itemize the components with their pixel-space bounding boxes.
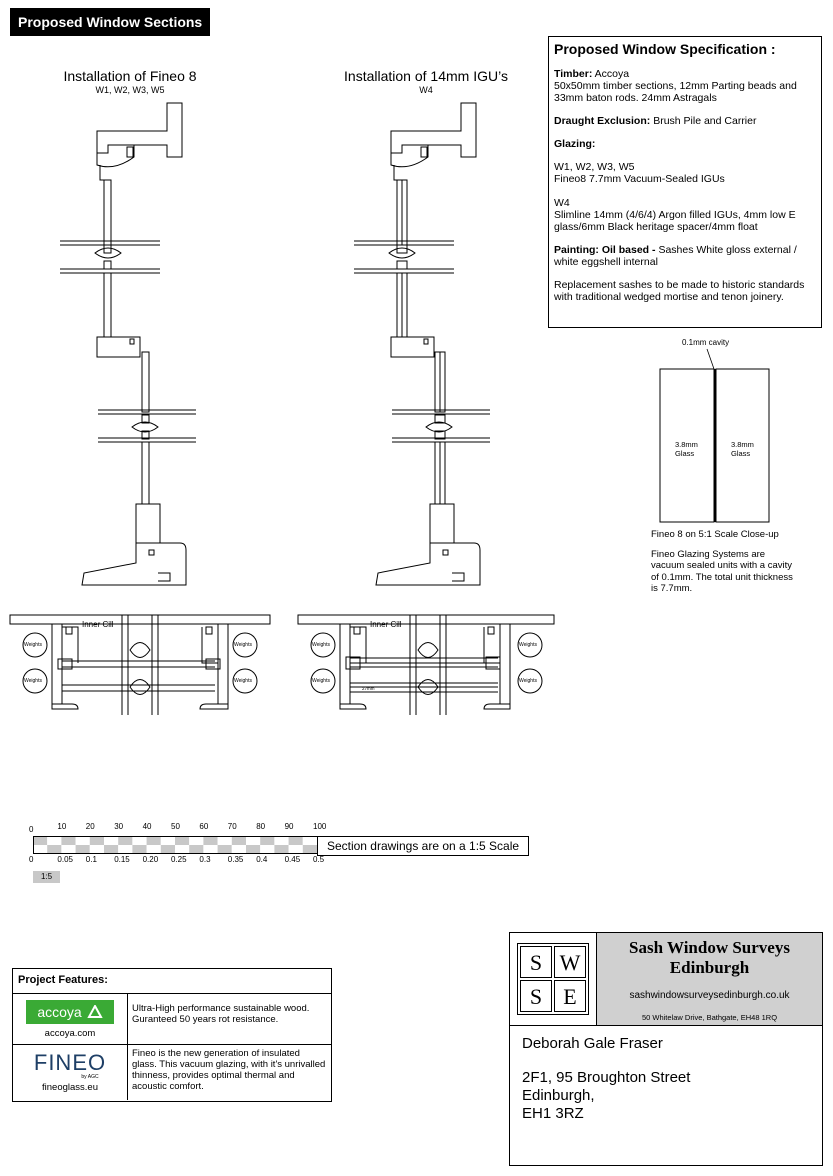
recycle-icon xyxy=(87,1005,103,1019)
fineo-description: Fineo is the new generation of insulated glass. This vacuum glazing, with it's unrivalled thinness, provides optimal thermal and acoustic comfort. xyxy=(132,1048,326,1092)
weights-label: Weights xyxy=(312,642,330,648)
scale-bottom-tick: 0.4 xyxy=(256,855,268,864)
scale-segment xyxy=(90,836,104,845)
closeup-caption: Fineo 8 on 5:1 Scale Close-up xyxy=(651,529,779,540)
fineo-section xyxy=(60,103,196,585)
scale-segment xyxy=(147,836,161,845)
scale-segment xyxy=(61,836,75,845)
scale-top-tick: 80 xyxy=(256,822,266,831)
scale-segment xyxy=(203,845,217,854)
accoya-logo-cell xyxy=(13,994,128,1044)
scale-segment xyxy=(61,845,75,854)
scale-segment xyxy=(132,845,146,854)
vertical-section-drawings xyxy=(0,95,540,595)
weights-label: Weights xyxy=(519,642,537,648)
cavity-label: 0.1mm cavity xyxy=(682,338,730,347)
scale-bar xyxy=(33,836,325,854)
scale-segment xyxy=(303,845,317,854)
right-drawing-title-block xyxy=(326,68,526,95)
scale-segment xyxy=(218,845,232,854)
scale-bottom-ticks xyxy=(28,855,328,867)
spec-painting: Painting: Oil based - Sashes White gloss external / white eggshell internal xyxy=(554,243,797,268)
swse-logo xyxy=(517,943,589,1015)
scale-segment xyxy=(218,836,232,845)
scale-bottom-tick: 0 xyxy=(29,855,34,864)
scale-segment xyxy=(90,845,104,854)
scale-segment xyxy=(47,836,61,845)
scale-segment xyxy=(118,836,132,845)
scale-segment xyxy=(104,836,118,845)
weights-label: Weights xyxy=(234,642,252,648)
scale-segment xyxy=(203,836,217,845)
client-address-line3: EH1 3RZ xyxy=(522,1105,584,1122)
scale-segment xyxy=(274,836,288,845)
scale-bottom-tick: 0.20 xyxy=(142,855,159,864)
project-features-table xyxy=(12,968,332,1102)
logo-letter: W xyxy=(554,946,586,978)
page-title: Proposed Window Sections xyxy=(10,8,210,36)
closeup-description: Fineo Glazing Systems are vacuum sealed units with a cavity of 0.1mm. The total unit thickness is 7.7mm. xyxy=(651,549,793,595)
right-drawing-subtitle: W4 xyxy=(419,85,433,95)
scale-bottom-tick: 0.15 xyxy=(114,855,130,864)
scale-segment xyxy=(132,836,146,845)
left-drawing-title: Installation of Fineo 8 xyxy=(63,68,197,84)
scale-segment xyxy=(33,845,47,854)
glass-right-label: 3.8mm Glass xyxy=(731,440,754,458)
scale-bottom-tick: 0.25 xyxy=(171,855,187,864)
accoya-site: accoya.com xyxy=(44,1027,96,1039)
company-address: 50 Whitelaw Drive, Bathgate, EH48 1RQ xyxy=(641,1013,778,1022)
glass-closeup-diagram xyxy=(655,345,775,525)
specification-box xyxy=(548,36,822,328)
accoya-logo: accoya xyxy=(26,1000,114,1024)
fineo-logo: FINEO xyxy=(33,1050,107,1075)
spec-replacement: Replacement sashes to be made to historic standards with traditional wedged mortise and tenon joinery. xyxy=(554,278,805,303)
scale-bottom-tick: 0.05 xyxy=(57,855,73,864)
scale-top-tick: 70 xyxy=(227,822,237,831)
spec-draught: Draught Exclusion: Brush Pile and Carrier xyxy=(554,115,757,128)
client-block xyxy=(510,1026,822,1132)
scale-segment xyxy=(33,836,47,845)
specification-heading: Proposed Window Specification : xyxy=(554,41,776,57)
scale-segment xyxy=(189,836,203,845)
scale-note: Section drawings are on a 1:5 Scale xyxy=(317,836,529,856)
client-address-line1: 2F1, 95 Broughton Street xyxy=(522,1069,691,1086)
scale-top-ticks xyxy=(28,822,328,836)
spec-timber: Timber: Accoya 50x50mm timber sections, 12mm Parting beads and 33mm baton rods. 24mm Astragals xyxy=(554,68,797,105)
scale-segment xyxy=(303,836,317,845)
scale-segment xyxy=(47,845,61,854)
scale-segment xyxy=(118,845,132,854)
scale-segment xyxy=(289,836,303,845)
left-drawing-subtitle: W1, W2, W3, W5 xyxy=(95,85,165,95)
feature-row-fineo xyxy=(13,1045,331,1100)
weights-label: Weights xyxy=(312,678,330,684)
fineo-logo-sub: by AGC xyxy=(81,1074,99,1080)
accoya-description: Ultra-High performance sustainable wood. Guranteed 50 years rot resistance. xyxy=(132,1003,310,1025)
scale-segment xyxy=(104,845,118,854)
weights-label: Weights xyxy=(234,678,252,684)
spec-glazing-label: Glazing: xyxy=(554,138,596,151)
dimension-label: 27mm xyxy=(362,686,375,691)
scale-segment xyxy=(175,836,189,845)
company-panel xyxy=(597,933,822,1025)
scale-segment xyxy=(232,836,246,845)
weights-label: Weights xyxy=(24,678,42,684)
scale-segment xyxy=(189,845,203,854)
scale-segment xyxy=(161,845,175,854)
scale-bottom-tick: 0.45 xyxy=(284,855,301,864)
scale-top-tick: 100 xyxy=(313,822,327,831)
logo-letter: S xyxy=(520,980,552,1012)
scale-segment xyxy=(175,845,189,854)
weights-label: Weights xyxy=(24,642,42,648)
features-heading: Project Features: xyxy=(13,969,331,994)
client-name: Deborah Gale Fraser xyxy=(522,1035,663,1052)
fineo-plan xyxy=(10,615,270,715)
spec-glazing-w1: W1, W2, W3, W5 Fineo8 7.7mm Vacuum-Sealed IGUs xyxy=(554,161,725,186)
igu-plan xyxy=(298,615,554,715)
scale-top-tick: 50 xyxy=(171,822,180,831)
logo-letter: S xyxy=(520,946,552,978)
right-drawing-title: Installation of 14mm IGU’s xyxy=(344,68,508,84)
igu-section xyxy=(354,103,490,585)
scale-top-tick: 40 xyxy=(142,822,152,831)
feature-row-accoya xyxy=(13,994,331,1045)
left-drawing-title-block xyxy=(40,68,220,95)
company-website: sashwindowsurveysedinburgh.co.uk xyxy=(629,990,790,1001)
fineo-logo-cell xyxy=(13,1045,128,1100)
scale-bottom-tick: 0.35 xyxy=(227,855,244,864)
title-block xyxy=(509,932,823,1166)
scale-top-tick: 90 xyxy=(284,822,294,831)
spec-glazing-w4: W4 Slimline 14mm (4/6/4) Argon filled IGUs, 4mm low E glass/6mm Black heritage spacer/4mm float xyxy=(554,196,796,233)
scale-segment xyxy=(260,836,274,845)
scale-segment xyxy=(260,845,274,854)
scale-segment xyxy=(147,845,161,854)
client-address-line2: Edinburgh, xyxy=(522,1087,595,1104)
company-logo-cell xyxy=(510,933,597,1025)
scale-bottom-tick: 0.3 xyxy=(199,855,211,864)
weights-label: Weights xyxy=(519,678,537,684)
scale-top-tick: 60 xyxy=(199,822,209,831)
scale-bottom-tick: 0.5 xyxy=(313,855,325,864)
inner-cill-label-right: Inner Cill xyxy=(370,620,402,629)
scale-segment xyxy=(232,845,246,854)
scale-top-tick: 30 xyxy=(114,822,124,831)
scale-ratio-badge: 1:5 xyxy=(33,871,60,883)
inner-cill-label-left: Inner Cill xyxy=(82,620,114,629)
scale-segment xyxy=(76,845,90,854)
glass-left-label: 3.8mm Glass xyxy=(675,440,698,458)
scale-segment xyxy=(246,845,260,854)
scale-segment xyxy=(161,836,175,845)
fineo-site: fineoglass.eu xyxy=(42,1082,98,1093)
scale-top-tick: 10 xyxy=(57,822,67,831)
scale-segment xyxy=(274,845,288,854)
logo-letter: E xyxy=(554,980,586,1012)
scale-segment xyxy=(289,845,303,854)
scale-top-tick: 20 xyxy=(85,822,95,831)
scale-segment xyxy=(76,836,90,845)
company-header xyxy=(510,933,822,1026)
scale-bottom-tick: 0.1 xyxy=(85,855,97,864)
company-name: Sash Window Surveys Edinburgh xyxy=(629,938,790,977)
scale-segment xyxy=(246,836,260,845)
scale-top-tick: 0 xyxy=(29,825,34,834)
